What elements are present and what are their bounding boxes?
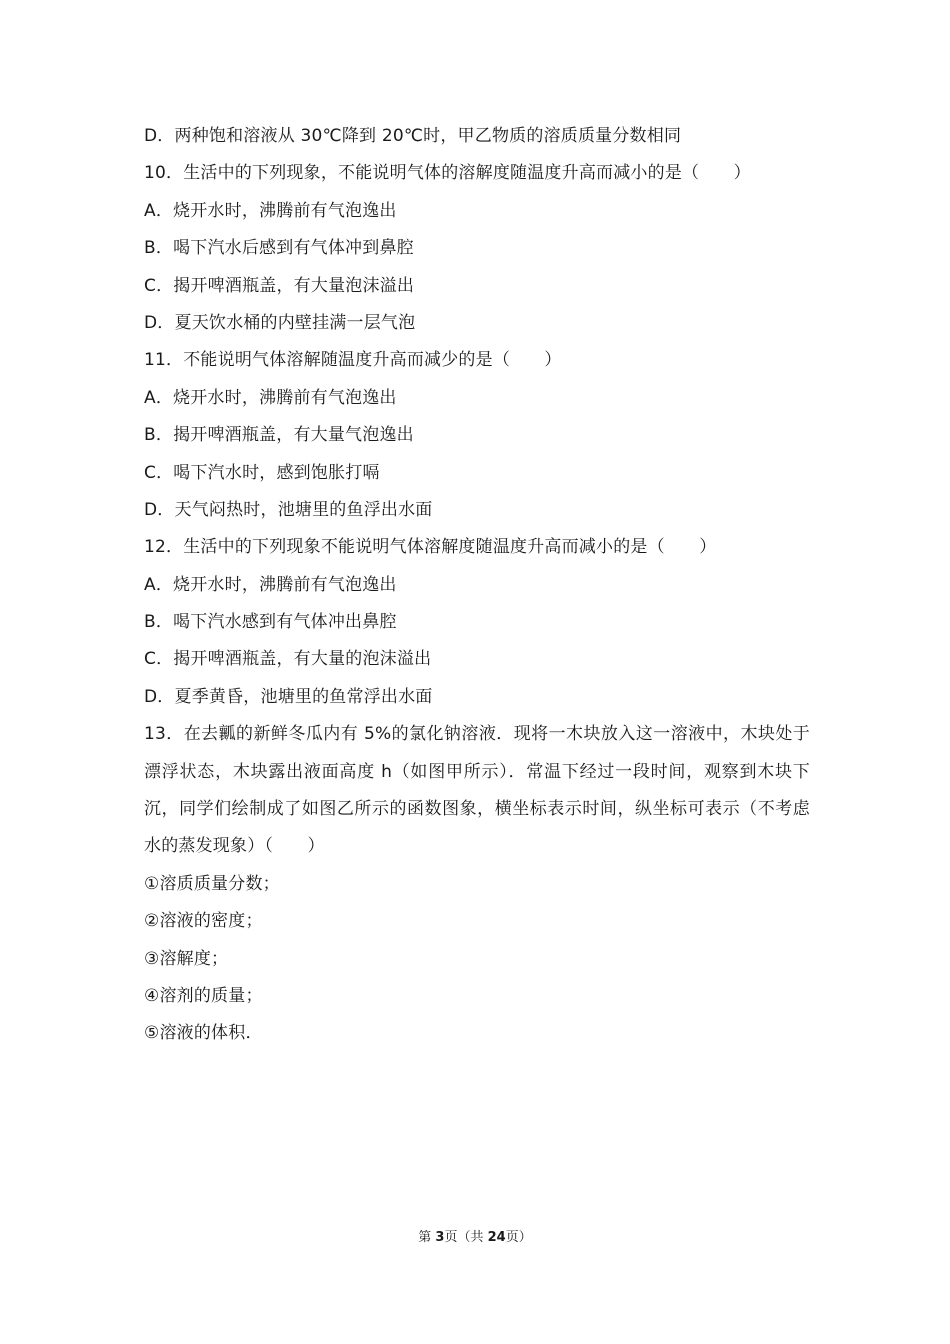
q10-option-a: A．烧开水时，沸腾前有气泡逸出 [144,200,397,221]
q11-option-b: B．揭开啤酒瓶盖，有大量气泡逸出 [144,425,414,446]
q13-item-5: ⑤溶液的体积． [144,1023,263,1044]
q10-option-b: B．喝下汽水后感到有气体冲到鼻腔 [144,238,414,259]
q11-option-c: C．喝下汽水时，感到饱胀打嗝 [144,462,380,483]
q12-stem: 12．生活中的下列现象不能说明气体溶解度随温度升高而减小的是（ ） [144,537,717,558]
q10-option-c: C．揭开啤酒瓶盖，有大量泡沫溢出 [144,275,415,296]
q12-option-a: A．烧开水时，沸腾前有气泡逸出 [144,574,397,595]
q10-stem: 10．生活中的下列现象，不能说明气体的溶解度随温度升高而减小的是（ ） [144,163,751,184]
footer-total-pages: 24 [487,1230,506,1245]
q12-option-c: C．揭开啤酒瓶盖，有大量的泡沫溢出 [144,649,432,670]
q13-stem: 13．在去瓤的新鲜冬瓜内有 5%的氯化钠溶液．现将一木块放入这一溶液中，木块处于漂浮状态，木块露出液面高度 h（如图甲所示）．常温下经过一段时间，观察到木块下沉，同学们绘制成了如图乙所示的函数图象，横坐标表示时间，纵坐标可表示（不考虑水的蒸发现象）（ ） [144,724,810,857]
q11-option-d: D．天气闷热时，池塘里的鱼浮出水面 [144,499,433,520]
q13-item-1: ①溶质质量分数； [144,873,280,894]
q11-stem: 11．不能说明气体溶解随温度升高而减少的是（ ） [144,350,562,371]
q13-item-3: ③溶解度； [144,948,229,969]
page-content [144,118,814,1053]
q13-item-4: ④溶剂的质量； [144,986,263,1007]
q10-option-d: D．夏天饮水桶的内壁挂满一层气泡 [144,312,416,333]
q12-option-d: D．夏季黄昏，池塘里的鱼常浮出水面 [144,686,433,707]
footer-prefix: 第 [418,1230,436,1245]
footer-suffix: 页） [505,1230,532,1245]
footer-middle: 页（共 [444,1230,488,1245]
q13-item-2: ②溶液的密度； [144,911,263,932]
q12-option-b: B．喝下汽水感到有气体冲出鼻腔 [144,612,397,633]
page-footer [0,1226,950,1245]
q9-option-d: D．两种饱和溶液从 30℃降到 20℃时，甲乙物质的溶质质量分数相同 [144,126,682,146]
q11-option-a: A．烧开水时，沸腾前有气泡逸出 [144,387,397,408]
footer-page-number: 3 [435,1230,445,1245]
